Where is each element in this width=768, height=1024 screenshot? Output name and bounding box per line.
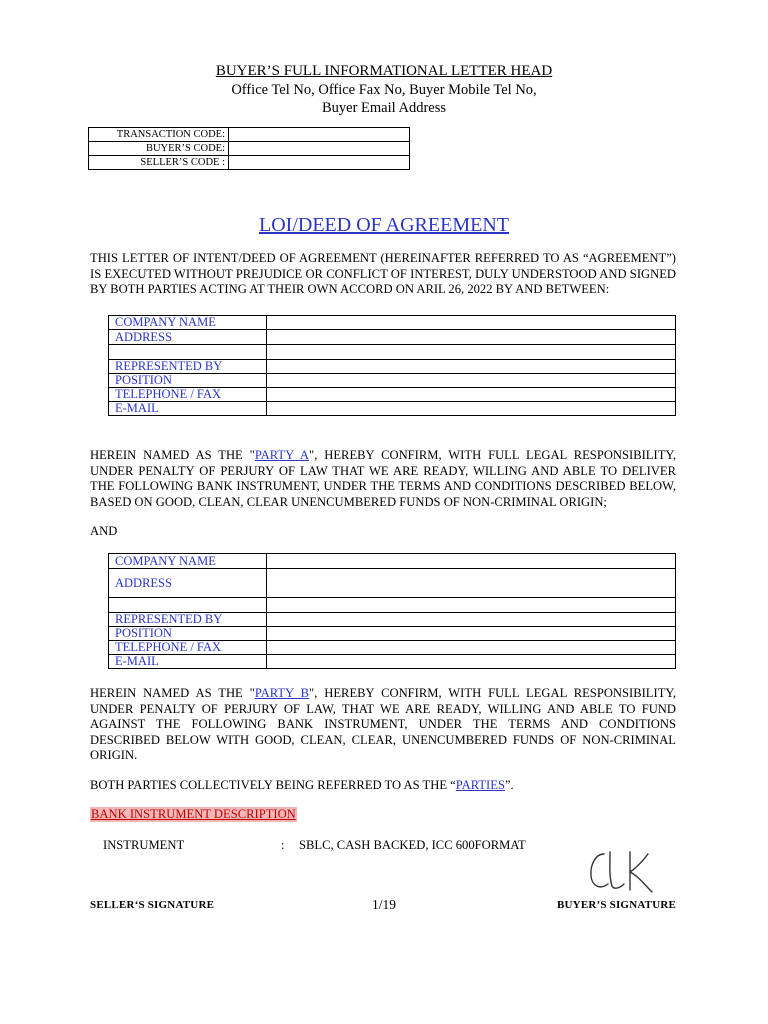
parties-paragraph (90, 778, 676, 794)
parties-link[interactable]: PARTIES (455, 778, 505, 792)
party-a-para-post: ", HEREBY CONFIRM, WITH FULL LEGAL RESPONSIBILITY, UNDER PENALTY OF PERJURY OF LAW THAT WE ARE READY, WILLING AND ABLE TO DELIVER THE FOLLOWING BANK INSTRUMENT, UNDER THE TERMS AND CONDITIONS DESCRIBED BELOW, BASED ON GOOD, CLEAN, CLEAR UNENCUMBERED FUNDS OF NON-CRIMINAL ORIGIN; (90, 448, 676, 509)
and-text: AND (90, 524, 118, 538)
seller-code-row (89, 156, 410, 170)
party-b-blank-value (267, 598, 676, 613)
transaction-code-row (89, 128, 410, 142)
party-b-address-label: ADDRESS (109, 569, 267, 598)
page-number: 1/19 (371, 897, 396, 912)
intro-paragraph: THIS LETTER OF INTENT/DEED OF AGREEMENT (HEREINAFTER REFERRED TO AS “AGREEMENT”) IS EXECUTED WITHOUT PREJUDICE OR CONFLICT OF INTEREST, DULY UNDERSTOOD AND SIGNED BY BOTH PARTIES ACTING AT THEIR OWN ACCORD ON ARIL 26, 2022 BY AND BETWEEN: (90, 251, 676, 296)
document-title: LOI/DEED OF AGREEMENT (259, 214, 509, 236)
instrument-label: INSTRUMENT (103, 838, 185, 852)
buyer-initials-signature (586, 846, 658, 898)
seller-signature-label: SELLER‘S SIGNATURE (90, 899, 215, 911)
party-a-company-name-value (267, 316, 676, 330)
seller-code-label: SELLER’S CODE : (89, 156, 229, 170)
codes-table (88, 127, 410, 170)
party-a-paragraph (90, 448, 676, 510)
party-b-email-label: E-MAIL (109, 655, 267, 669)
parties-para-pre: BOTH PARTIES COLLECTIVELY BEING REFERRED TO AS THE “ (90, 778, 456, 792)
party-a-email-label: E-MAIL (109, 402, 267, 416)
party-b-represented-by-value (267, 613, 676, 627)
party-a-represented-by-label: REPRESENTED BY (109, 360, 267, 374)
party-a-link[interactable]: PARTY A (254, 448, 310, 462)
parties-para-post: ”. (504, 778, 514, 792)
instrument-separator: : (281, 838, 285, 852)
party-a-para-pre: HEREIN NAMED AS THE " (90, 448, 255, 462)
party-a-blank-value (267, 345, 676, 360)
party-b-company-name-value (267, 554, 676, 569)
party-b-para-pre: HEREIN NAMED AS THE " (90, 686, 255, 700)
party-a-company-name-label: COMPANY NAME (109, 316, 267, 330)
instrument-value: SBLC, CASH BACKED, ICC 600FORMAT (299, 838, 526, 852)
party-b-table (108, 553, 676, 669)
transaction-code-label: TRANSACTION CODE: (89, 128, 229, 142)
party-a-address-value (267, 330, 676, 345)
transaction-code-value (229, 128, 410, 142)
party-b-telephone-fax-label: TELEPHONE / FAX (109, 641, 267, 655)
party-a-blank-row (109, 345, 267, 360)
buyer-code-row (89, 142, 410, 156)
party-a-represented-by-value (267, 360, 676, 374)
buyer-signature-label: BUYER’S SIGNATURE (557, 899, 677, 911)
party-b-company-name-label: COMPANY NAME (109, 554, 267, 569)
party-b-address-value (267, 569, 676, 598)
party-b-telephone-fax-value (267, 641, 676, 655)
party-b-link[interactable]: PARTY B (254, 686, 310, 700)
party-a-position-label: POSITION (109, 374, 267, 388)
party-a-telephone-fax-value (267, 388, 676, 402)
party-b-email-value (267, 655, 676, 669)
letterhead-email-line: Buyer Email Address (321, 100, 447, 116)
letterhead-contact-line: Office Tel No, Office Fax No, Buyer Mobile Tel No, (231, 82, 537, 98)
party-b-position-value (267, 627, 676, 641)
party-a-email-value (267, 402, 676, 416)
bank-instrument-heading: BANK INSTRUMENT DESCRIPTION (91, 807, 296, 821)
party-a-table (108, 315, 676, 416)
party-b-position-label: POSITION (109, 627, 267, 641)
party-b-blank-row (109, 598, 267, 613)
buyer-code-label: BUYER’S CODE: (89, 142, 229, 156)
party-b-represented-by-label: REPRESENTED BY (109, 613, 267, 627)
party-b-paragraph (90, 686, 676, 764)
party-a-telephone-fax-label: TELEPHONE / FAX (109, 388, 267, 402)
party-b-para-post: ", HEREBY CONFIRM, WITH FULL LEGAL RESPONSIBILITY, UNDER PENALTY OF PERJURY OF LAW, THAT WE ARE READY, WILLING AND ABLE TO FUND AGAINST THE FOLLOWING BANK INSTRUMENT, UNDER THE TERMS AND CONDITIONS DESCRIBED BELOW WITH GOOD, CLEAN, CLEAR, UNENCUMBERED FUNDS OF NON-CRIMINAL ORIGIN. (90, 686, 676, 762)
buyer-code-value (229, 142, 410, 156)
letterhead-title: BUYER’S FULL INFORMATIONAL LETTER HEAD (215, 63, 553, 79)
party-a-address-label: ADDRESS (109, 330, 267, 345)
party-a-position-value (267, 374, 676, 388)
seller-code-value (229, 156, 410, 170)
